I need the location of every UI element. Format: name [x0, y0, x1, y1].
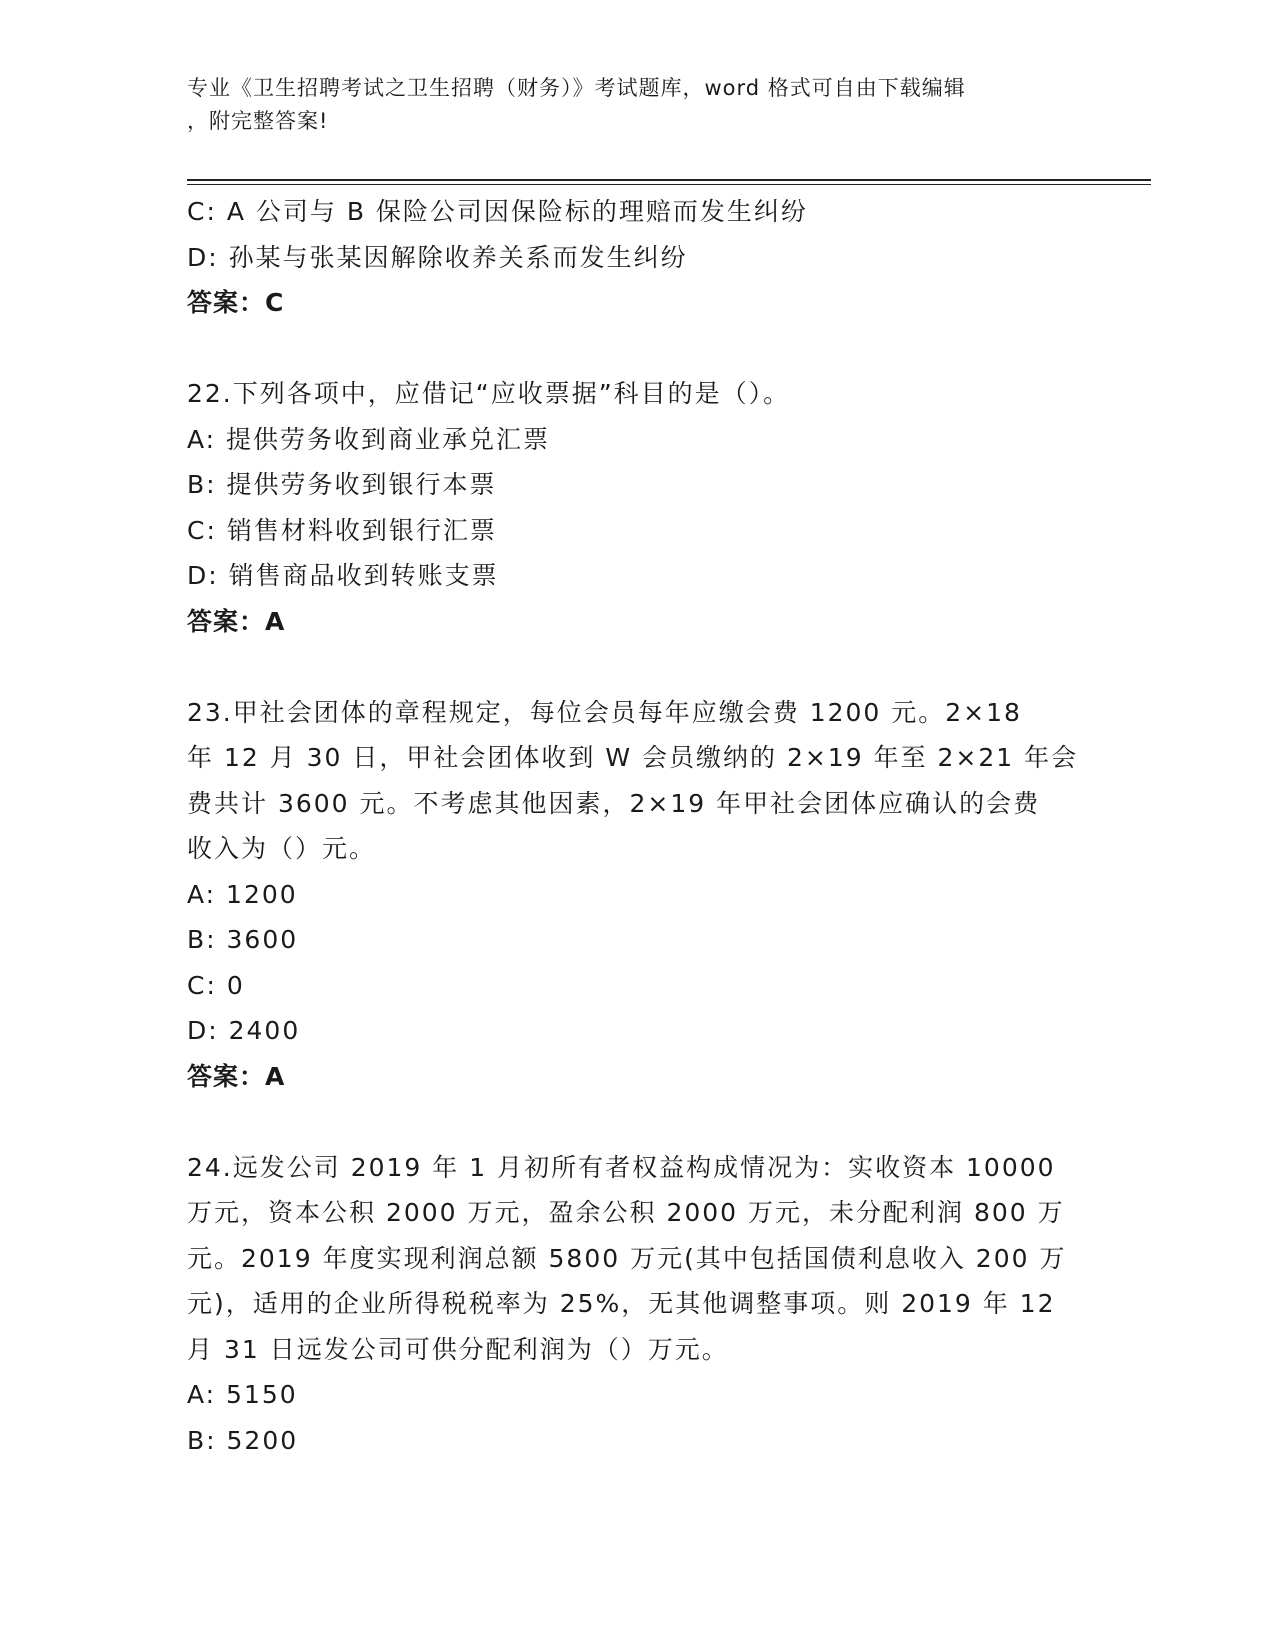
- question-stem-line: 万元，资本公积 2000 万元，盈余公积 2000 万元，未分配利润 800 万: [187, 1198, 1065, 1227]
- question-stem-line: 元。2019 年度实现利润总额 5800 万元(其中包括国债利息收入 200 万: [187, 1243, 1067, 1273]
- answer-line: 答案：A: [187, 1061, 286, 1091]
- document-body: [187, 189, 1087, 1463]
- option-a: A: 1200: [187, 879, 298, 909]
- option-d: D: 销售商品收到转账支票: [187, 561, 499, 590]
- question-21-continued: [187, 189, 1087, 326]
- spacer: [187, 644, 1087, 690]
- header-rule-thin: [187, 184, 1151, 185]
- option-b: B: 5200: [187, 1425, 299, 1455]
- option-b: B: 3600: [187, 925, 299, 954]
- option-c: C: 0: [187, 970, 245, 1000]
- header-rule-thick: [187, 179, 1151, 181]
- option-c: C: 销售材料收到银行汇票: [187, 515, 497, 545]
- option-b: B: 提供劳务收到银行本票: [187, 470, 497, 499]
- option-a: A: 5150: [187, 1380, 298, 1409]
- spacer: [187, 326, 1087, 372]
- answer-line: 答案：A: [187, 606, 286, 636]
- option-d: D: 孙某与张某因解除收养关系而发生纠纷: [187, 242, 688, 272]
- question-stem-line: 24.远发公司 2019 年 1 月初所有者权益构成情况为：实收资本 10000: [187, 1152, 1056, 1182]
- header-line-1: 专业《卫生招聘考试之卫生招聘（财务）》考试题库，word 格式可自由下载编辑: [187, 76, 966, 100]
- question-stem-line: 22.下列各项中，应借记“应收票据”科目的是（）。: [187, 379, 791, 408]
- question-stem-line: 年 12 月 30 日，甲社会团体收到 W 会员缴纳的 2×19 年至 2×21 年会: [187, 743, 1079, 772]
- option-c: C: A 公司与 B 保险公司因保险标的理赔而发生纠纷: [187, 197, 808, 226]
- question-22: [187, 371, 1087, 644]
- question-stem-line: 元)，适用的企业所得税税率为 25%，无其他调整事项。则 2019 年 12: [187, 1289, 1056, 1318]
- question-stem-line: 23.甲社会团体的章程规定，每位会员每年应缴会费 1200 元。2×18: [187, 697, 1022, 727]
- question-stem-line: 收入为（）元。: [187, 834, 377, 863]
- option-d: D: 2400: [187, 1016, 301, 1045]
- question-stem-line: 费共计 3600 元。不考虑其他因素，2×19 年甲社会团体应确认的会费: [187, 788, 1041, 818]
- answer-line: 答案：C: [187, 288, 285, 317]
- document-header: [187, 72, 1087, 138]
- question-stem-line: 月 31 日远发公司可供分配利润为（）万元。: [187, 1334, 729, 1364]
- question-24: [187, 1145, 1087, 1464]
- header-line-2: ，附完整答案!: [187, 109, 329, 133]
- question-23: [187, 690, 1087, 1100]
- option-a: A: 提供劳务收到商业承兑汇票: [187, 424, 551, 454]
- spacer: [187, 1099, 1087, 1145]
